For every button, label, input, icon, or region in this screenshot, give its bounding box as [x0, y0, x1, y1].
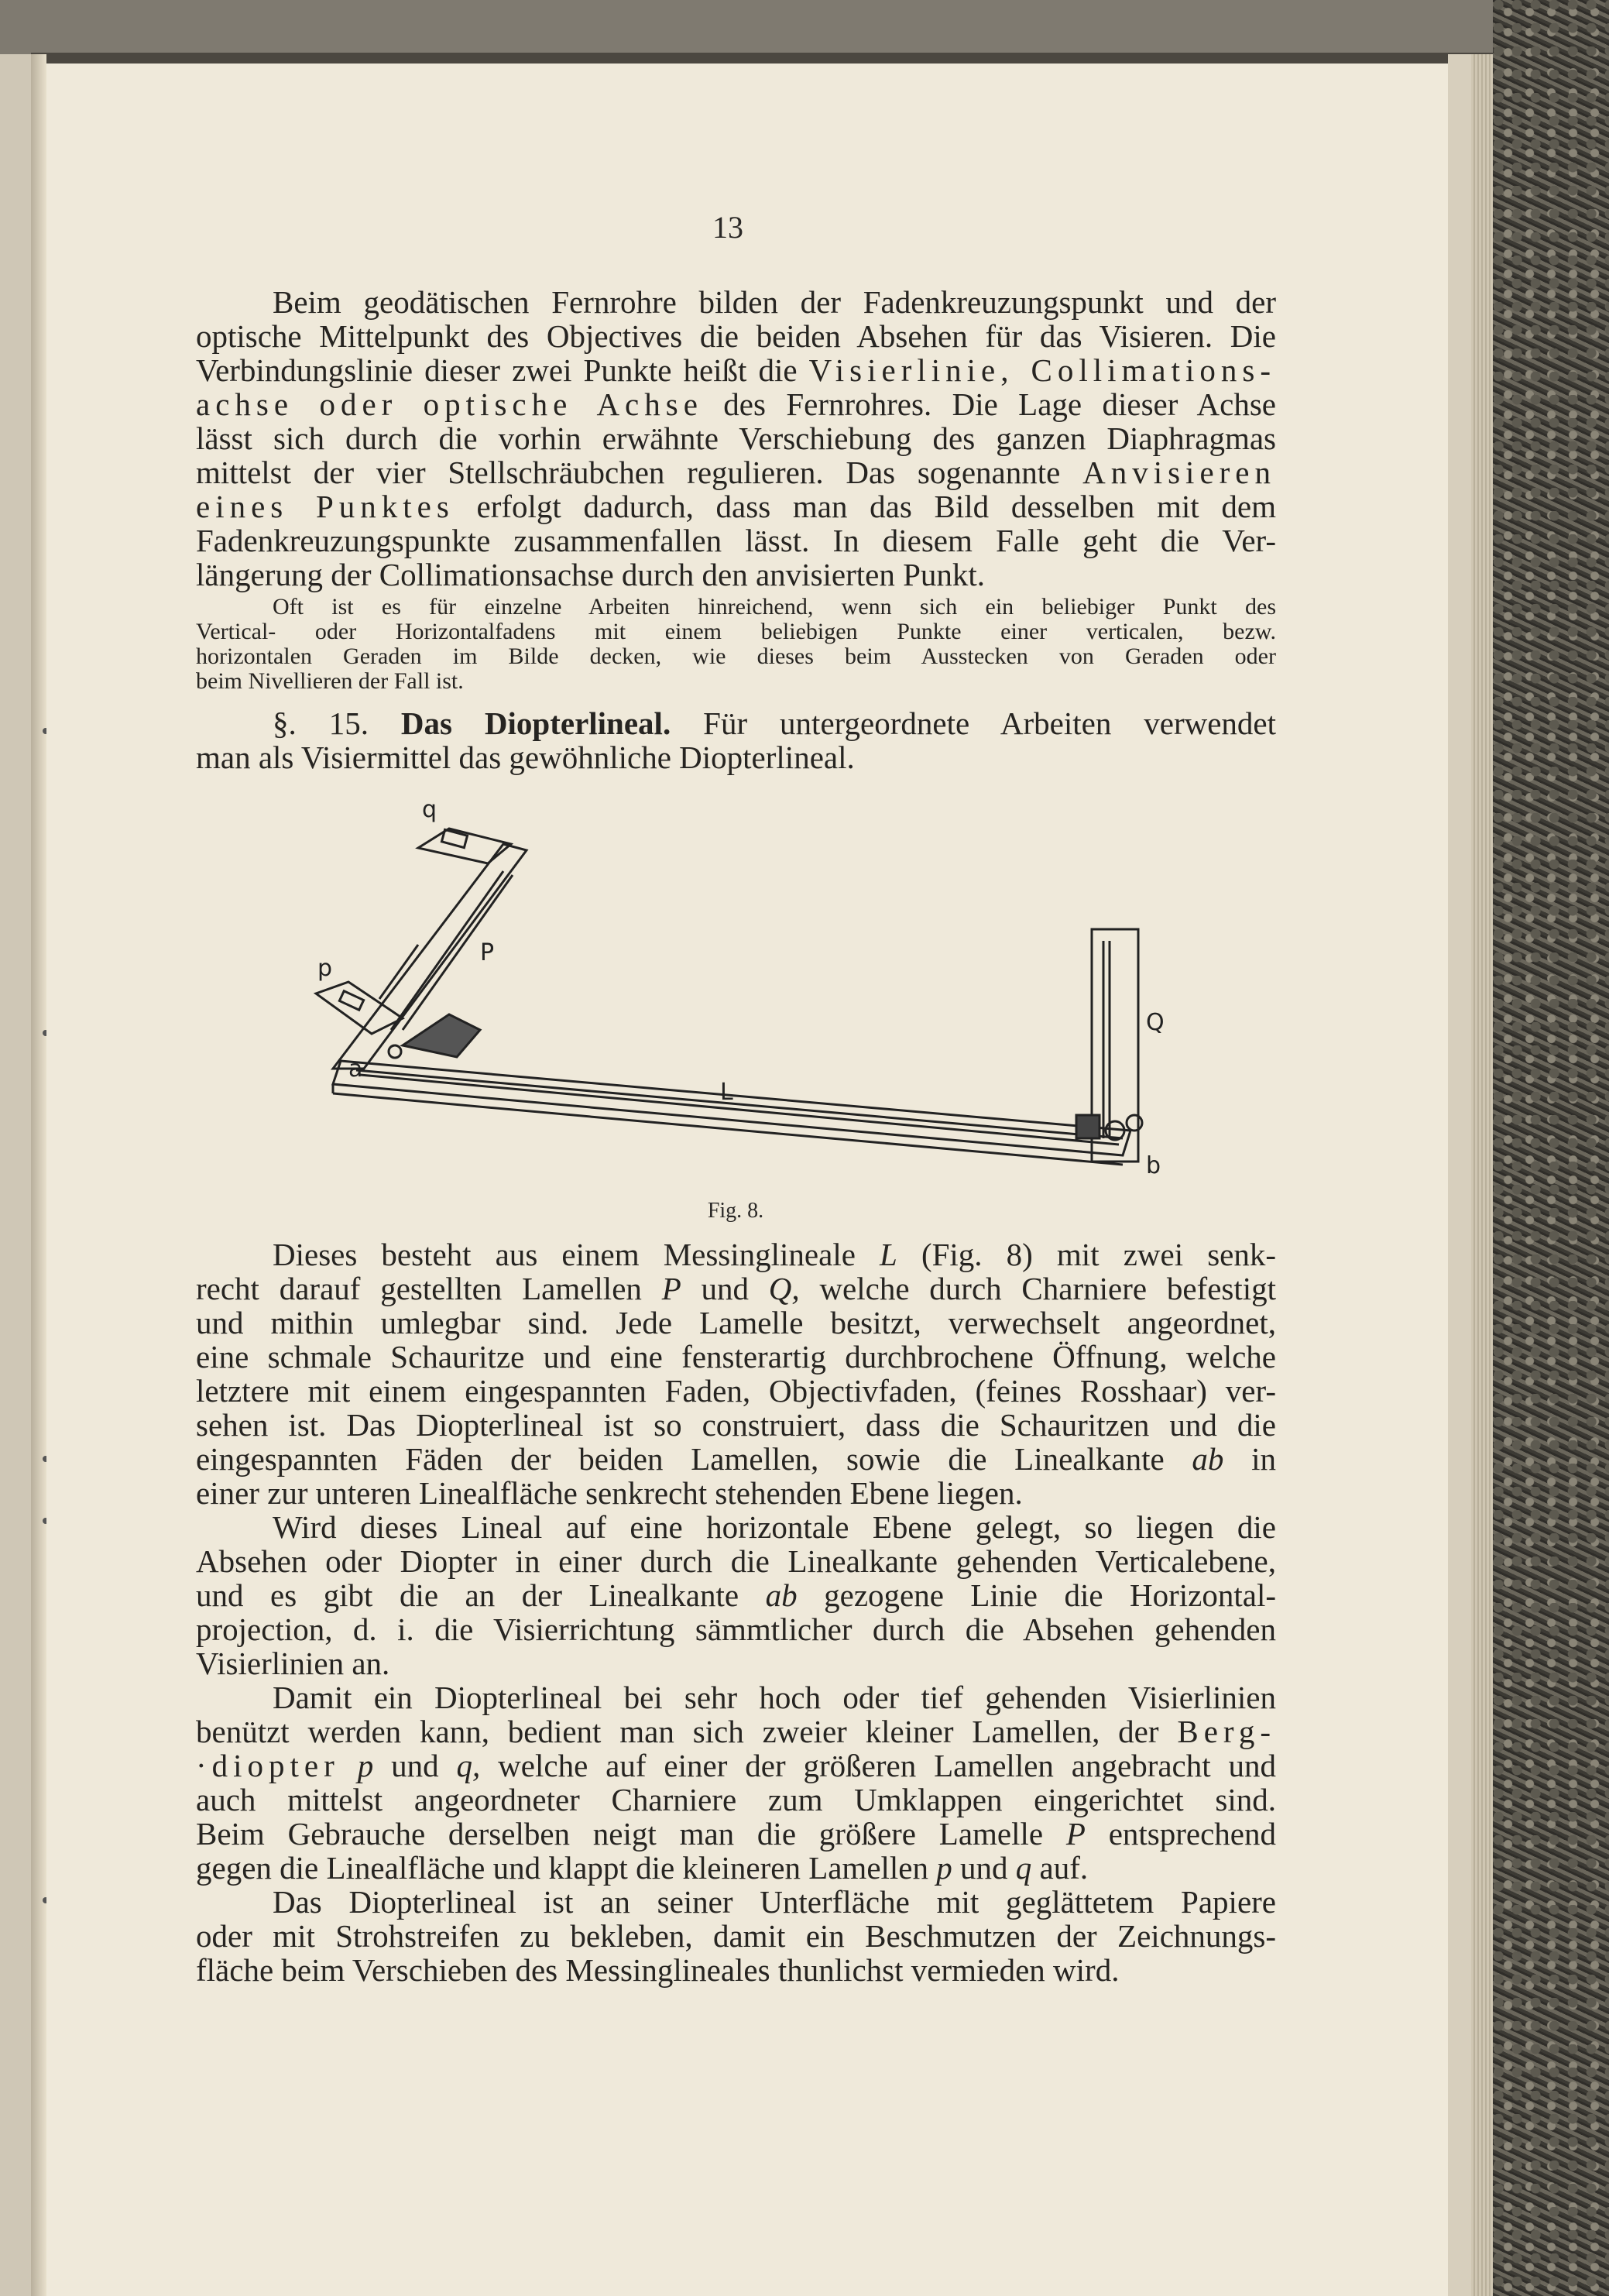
- page-block-edge: [1448, 54, 1471, 2296]
- text-line: [196, 1817, 1276, 1851]
- symbol-q: q,: [456, 1748, 481, 1783]
- text-span: (Fig. 8) mit zwei senk-: [921, 1237, 1276, 1272]
- text-line: einer zur unteren Linealfläche senkrecht stehenden Ebene liegen.: [196, 1475, 1023, 1511]
- figure-caption: Fig. 8.: [707, 1199, 764, 1223]
- symbol-q: q: [1015, 1850, 1032, 1886]
- hinge-screw: [1127, 1115, 1142, 1131]
- text-line: lässt sich durch die vorhin erwähnte Verschiebung des ganzen Diaphragmas: [196, 420, 1276, 456]
- ruler-edge-line: [356, 1070, 1123, 1138]
- text-line: und mithin umlegbar sind. Jede Lamelle besitzt, verwechselt angeordnet,: [196, 1305, 1276, 1340]
- note-line: horizontalen Geraden im Bilde decken, wie dieses beim Ausstecken von Geraden oder: [196, 643, 1276, 669]
- spaced-term: eines Punktes: [196, 489, 455, 524]
- spaced-term: ·diopter: [196, 1748, 340, 1783]
- symbol-P: P: [661, 1271, 681, 1306]
- ruler-edge-line: [360, 1075, 1119, 1145]
- text-line: sehen ist. Das Diopterlineal ist so construiert, dass die Schauritzen und die: [196, 1407, 1276, 1443]
- facing-page-edge: [0, 54, 31, 2296]
- text-line: Absehen oder Diopter in einer durch die Linealkante gehenden Verticalebene,: [196, 1543, 1276, 1579]
- text-line: [196, 353, 1276, 387]
- text-span: eingespannten Fäden der beiden Lamellen, sowie die Linealkante: [196, 1441, 1165, 1477]
- text-line: fläche beim Verschieben des Messinglineales thunlichst vermieden wird.: [196, 1952, 1120, 1988]
- text-span: erfolgt dadurch, dass man das Bild desselben mit dem: [476, 489, 1276, 524]
- figure-label-Q: Q: [1146, 1009, 1165, 1036]
- figure-label-q: q: [422, 798, 437, 823]
- text-line: [196, 1749, 1276, 1783]
- page-number: 13: [712, 210, 743, 245]
- spaced-term: achse oder optische Achse: [196, 386, 703, 422]
- text-line: projection, d. i. die Visierrichtung sämmtlicher durch die Absehen gehenden: [196, 1611, 1276, 1647]
- hinge-screw: [389, 1045, 401, 1058]
- text-span: und es gibt die an der Linealkante: [196, 1577, 739, 1613]
- text-line: [196, 1578, 1276, 1612]
- text-line: [196, 1442, 1276, 1476]
- figure-label-b: b: [1146, 1152, 1161, 1179]
- figure-label-P: P: [480, 939, 495, 966]
- text-span: mittelst der vier Stellschräubchen regulieren. Das sogenannte: [196, 455, 1061, 490]
- text-span: welche durch Charniere befestigt: [819, 1271, 1277, 1306]
- text-line: eine schmale Schauritze und eine fensterartig durchbrochene Öffnung, welche: [196, 1339, 1276, 1375]
- text-line: [196, 387, 1276, 421]
- text-span: auf.: [1039, 1850, 1089, 1886]
- text-line: [196, 1714, 1276, 1749]
- text-line: Fadenkreuzungspunkte zusammenfallen lässt. In diesem Falle geht die Ver-: [196, 523, 1276, 558]
- lamella-slot: [403, 875, 513, 1030]
- text-span: in: [1251, 1441, 1277, 1477]
- symbol-L: L: [880, 1237, 897, 1272]
- spaced-term: Berg-: [1177, 1714, 1276, 1749]
- text-span: benützt werden kann, bedient man sich zweier kleiner Lamellen, der: [196, 1714, 1159, 1749]
- text-span: Für untergeordnete Arbeiten verwendet: [703, 705, 1277, 741]
- hinge-block: [403, 1014, 480, 1057]
- text-span: Beim Gebrauche derselben neigt man die größere Lamelle: [196, 1816, 1044, 1852]
- text-line: man als Visiermittel das gewöhnliche Diopterlineal.: [196, 740, 855, 775]
- text-span: und: [960, 1850, 1008, 1886]
- text-span: Verbindungslinie dieser zwei Punkte heißt die: [196, 352, 798, 388]
- text-span: Dieses besteht aus einem Messinglineale: [273, 1237, 856, 1272]
- text-line: Das Diopterlineal ist an seiner Unterfläche mit geglättetem Papiere: [273, 1884, 1276, 1920]
- figure-label-p: p: [317, 955, 333, 982]
- text-line: optische Mittelpunkt des Objectives die beiden Absehen für das Visieren. Die: [196, 318, 1276, 354]
- text-span: recht darauf gestellten Lamellen: [196, 1271, 642, 1306]
- text-span: entsprechend: [1108, 1816, 1276, 1852]
- spaced-term: Visierlinie, Collimations-: [808, 352, 1277, 388]
- text-span: des Fernrohres. Die Lage dieser Achse: [723, 386, 1276, 422]
- text-span: gezogene Linie die Horizontal-: [824, 1577, 1277, 1613]
- text-line: Beim geodätischen Fernrohre bilden der Fadenkreuzungspunkt und der: [273, 284, 1276, 320]
- text-line: auch mittelst angeordneter Charniere zum Umklappen eingerichtet sind.: [196, 1782, 1276, 1817]
- book-gutter: [31, 54, 46, 2296]
- note-line: Oft ist es für einzelne Arbeiten hinreichend, wenn sich ein beliebiger Punkt des: [273, 594, 1276, 619]
- binding-band: [31, 53, 1494, 63]
- symbol-p: p: [936, 1850, 952, 1886]
- symbol-ab: ab: [765, 1577, 798, 1613]
- lamella-frame: [379, 945, 418, 999]
- text-line: Wird dieses Lineal auf eine horizontale Ebene gelegt, so liegen die: [273, 1509, 1276, 1545]
- hinge-block: [1076, 1115, 1100, 1138]
- text-line: Visierlinien an.: [196, 1646, 390, 1681]
- text-line: letztere mit einem eingespannten Faden, Objectivfaden, (feines Rosshaar) ver-: [196, 1373, 1276, 1409]
- text-span: welche auf einer der größeren Lamellen angebracht und: [498, 1748, 1277, 1783]
- note-line: Vertical- oder Horizontalfadens mit einem beliebigen Punkte einer verticalen, bezw.: [196, 619, 1276, 644]
- marbled-cover: [1493, 0, 1609, 2296]
- text-line: [196, 455, 1276, 489]
- section-number: §. 15.: [273, 705, 369, 741]
- text-line: [273, 1237, 1276, 1272]
- note-line: beim Nivellieren der Fall ist.: [196, 668, 464, 694]
- diopter-ruler-figure: [302, 798, 1247, 1193]
- text-line: oder mit Strohstreifen zu bekleben, damit ein Beschmutzen der Zeichnungs-: [196, 1918, 1276, 1954]
- text-line: [196, 1851, 1276, 1885]
- section-heading-line: [273, 706, 1276, 740]
- text-span: gegen die Linealfläche und klappt die kleineren Lamellen: [196, 1850, 929, 1886]
- symbol-ab: ab: [1192, 1441, 1224, 1477]
- text-line: [196, 1272, 1276, 1306]
- symbol-p: p: [357, 1748, 374, 1783]
- text-span: und: [391, 1748, 439, 1783]
- section-title: Das Diopterlineal.: [400, 705, 671, 741]
- spaced-term: Anvisieren: [1082, 455, 1276, 490]
- figure-label-L: L: [720, 1079, 733, 1106]
- lamella-p-window: [339, 991, 363, 1011]
- symbol-P: P: [1065, 1816, 1086, 1852]
- page-stack-edges: [1471, 54, 1493, 2296]
- figure-label-a: a: [348, 1055, 363, 1083]
- text-line: längerung der Collimationsachse durch den anvisierten Punkt.: [196, 557, 986, 592]
- symbol-Q: Q,: [768, 1271, 800, 1306]
- text-line: Damit ein Diopterlineal bei sehr hoch oder tief gehenden Visierlinien: [273, 1680, 1276, 1715]
- text-line: [196, 489, 1276, 523]
- text-span: und: [701, 1271, 750, 1306]
